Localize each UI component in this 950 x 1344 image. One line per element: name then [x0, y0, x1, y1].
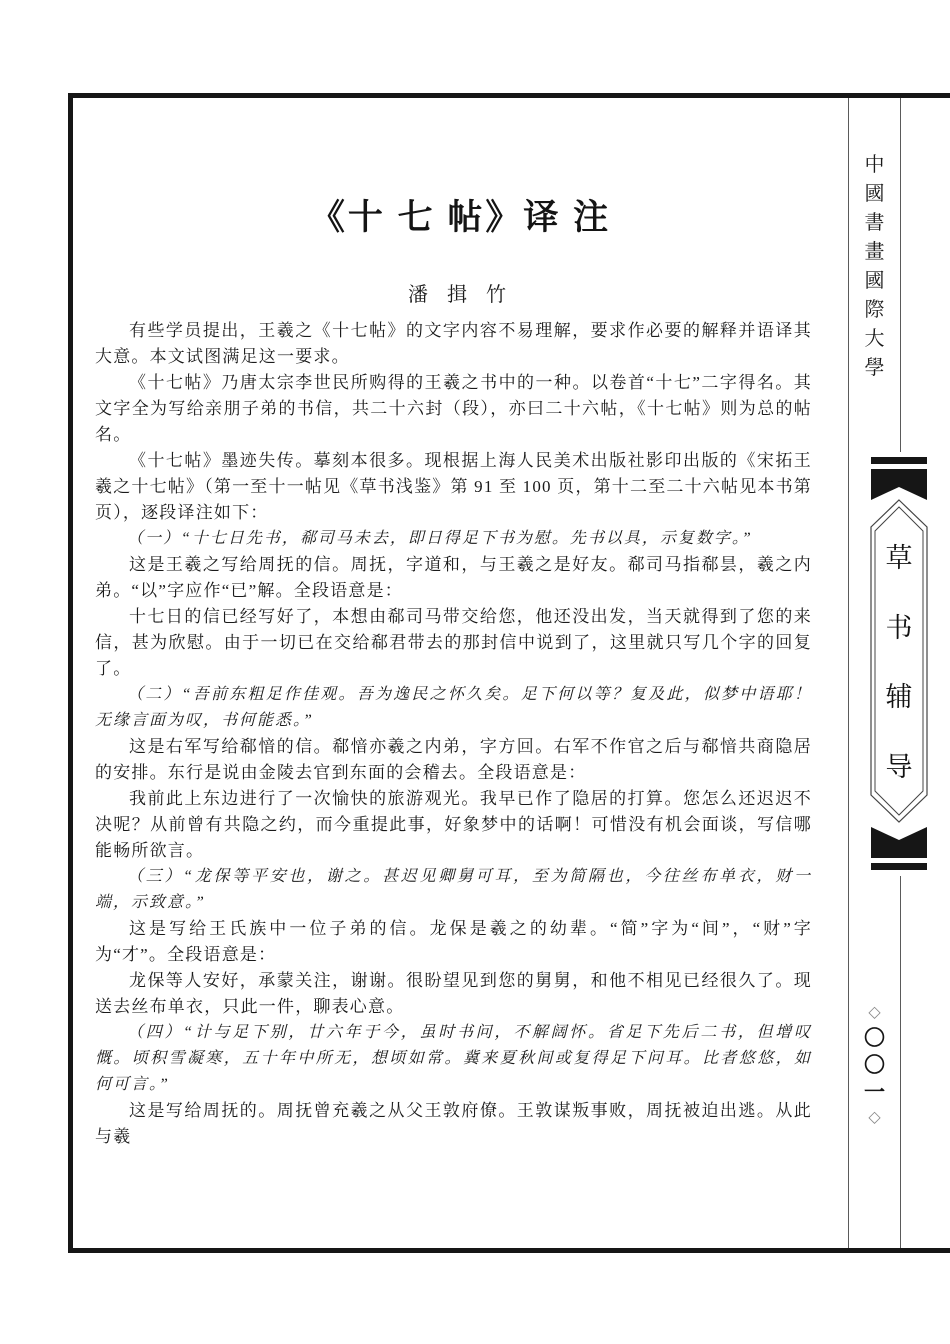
sidebar-institution-label: 中 國 書 畫 國 際 大 學	[864, 154, 885, 379]
frame-bottom-border	[68, 1248, 950, 1253]
paragraph: 这是写给王氏族中一位子弟的信。龙保是羲之的幼辈。“简”字为“间”，“财”字为“才”。全段语意是：	[95, 919, 812, 964]
diamond-ornament-icon: ◇	[868, 1003, 881, 1021]
paragraph: 这是王羲之写给周抚的信。周抚，字道和，与王羲之是好友。郗司马指郗昙，羲之内弟。“以”字应作“已”解。全段语意是：	[95, 555, 812, 600]
page-number	[849, 1002, 900, 1128]
paragraph: 十七日的信已经写好了，本想由郗司马带交给您，他还没出发，当天就得到了您的来信，甚为欣慰。由于一切已在交给郗君带去的那封信中说到了，这里就只写几个字的回复了。	[95, 607, 812, 678]
diamond-ornament-icon: ◇	[868, 1108, 881, 1126]
page-number-digits: 〇 〇 一	[864, 1025, 885, 1104]
frame-left-border	[68, 93, 73, 1253]
sidebar-banner-title: 草 书 辅 导	[885, 542, 913, 783]
paragraph: 我前此上东边进行了一次愉快的旅游观光。我早已作了隐居的打算。您怎么还迟迟不决呢？从前曾有共隐之约，而今重提此事，好象梦中的话啊！可惜没有机会面谈，写信哪能畅所欲言。	[95, 789, 812, 860]
paragraph: 龙保等人安好，承蒙关注，谢谢。很盼望见到您的舅舅，和他不相见已经很久了。现送去丝布单衣，只此一件，聊表心意。	[95, 971, 812, 1016]
page-title: 《十 七 帖》译 注	[309, 198, 612, 237]
paragraph: 这是右军写给郗愔的信。郗愔亦羲之内弟，字方回。右军不作官之后与郗愔共商隐居的安排。东行是说由金陵去官到东面的会稽去。全段语意是：	[95, 737, 812, 782]
banner-bottom-bar-icon	[871, 863, 927, 870]
sidebar-divider-right-upper	[900, 98, 901, 452]
paragraph-quote: （二）“吾前东粗足作佳观。吾为逸民之怀久矣。足下何以等？复及此，似梦中语耶！无缘言面为叹，书何能悉。”	[95, 686, 812, 729]
banner-top-bar-icon	[871, 457, 927, 464]
author-name: 潘 揖 竹	[408, 284, 513, 306]
paragraph: 《十七帖》墨迹失传。摹刻本很多。现根据上海人民美术出版社影印出版的《宋拓王羲之十七帖》（第一至十一帖见《草书浅鉴》第 91 至 100 页，第十二至二十六帖见本书第 页），逐段译注如下：	[95, 451, 831, 522]
paragraph: 有些学员提出，王羲之《十七帖》的文字内容不易理解，要求作必要的解释并语译其大意。本文试图满足这一要求。	[95, 321, 812, 366]
body-text	[95, 318, 831, 1150]
frame-top-border	[68, 93, 950, 98]
paragraph-quote: （一）“十七日先书，郗司马未去，即日得足下书为慰。先书以具，示复数字。”	[127, 530, 753, 547]
paragraph-quote: （三）“龙保等平安也，谢之。甚迟见卿舅可耳，至为简隔也，今往丝布单衣，财一端，示致意。”	[95, 868, 812, 911]
paragraph: 《十七帖》乃唐太宗李世民所购得的王羲之书中的一种。以卷首“十七”二字得名。其文字全为写给亲朋子弟的书信，共二十六封（段），亦曰二十六帖，《十七帖》则为总的帖名。	[95, 373, 812, 444]
banner-top-ribbon-icon	[871, 469, 927, 500]
paragraph: 这是写给周抚的。周抚曾充羲之从父王敦府僚。王敦谋叛事败，周抚被迫出逃。从此与羲	[95, 1101, 812, 1146]
sidebar-divider-right-lower	[900, 876, 901, 1248]
banner-bottom-ribbon-icon	[871, 827, 927, 858]
paragraph-quote: （四）“计与足下别，廿六年于今，虽时书问，不解阔怀。省足下先后二书，但增叹慨。顷积雪凝寒，五十年中所无，想顷如常。冀来夏秋间或复得足下问耳。比者悠悠，如何可言。”	[95, 1024, 812, 1093]
